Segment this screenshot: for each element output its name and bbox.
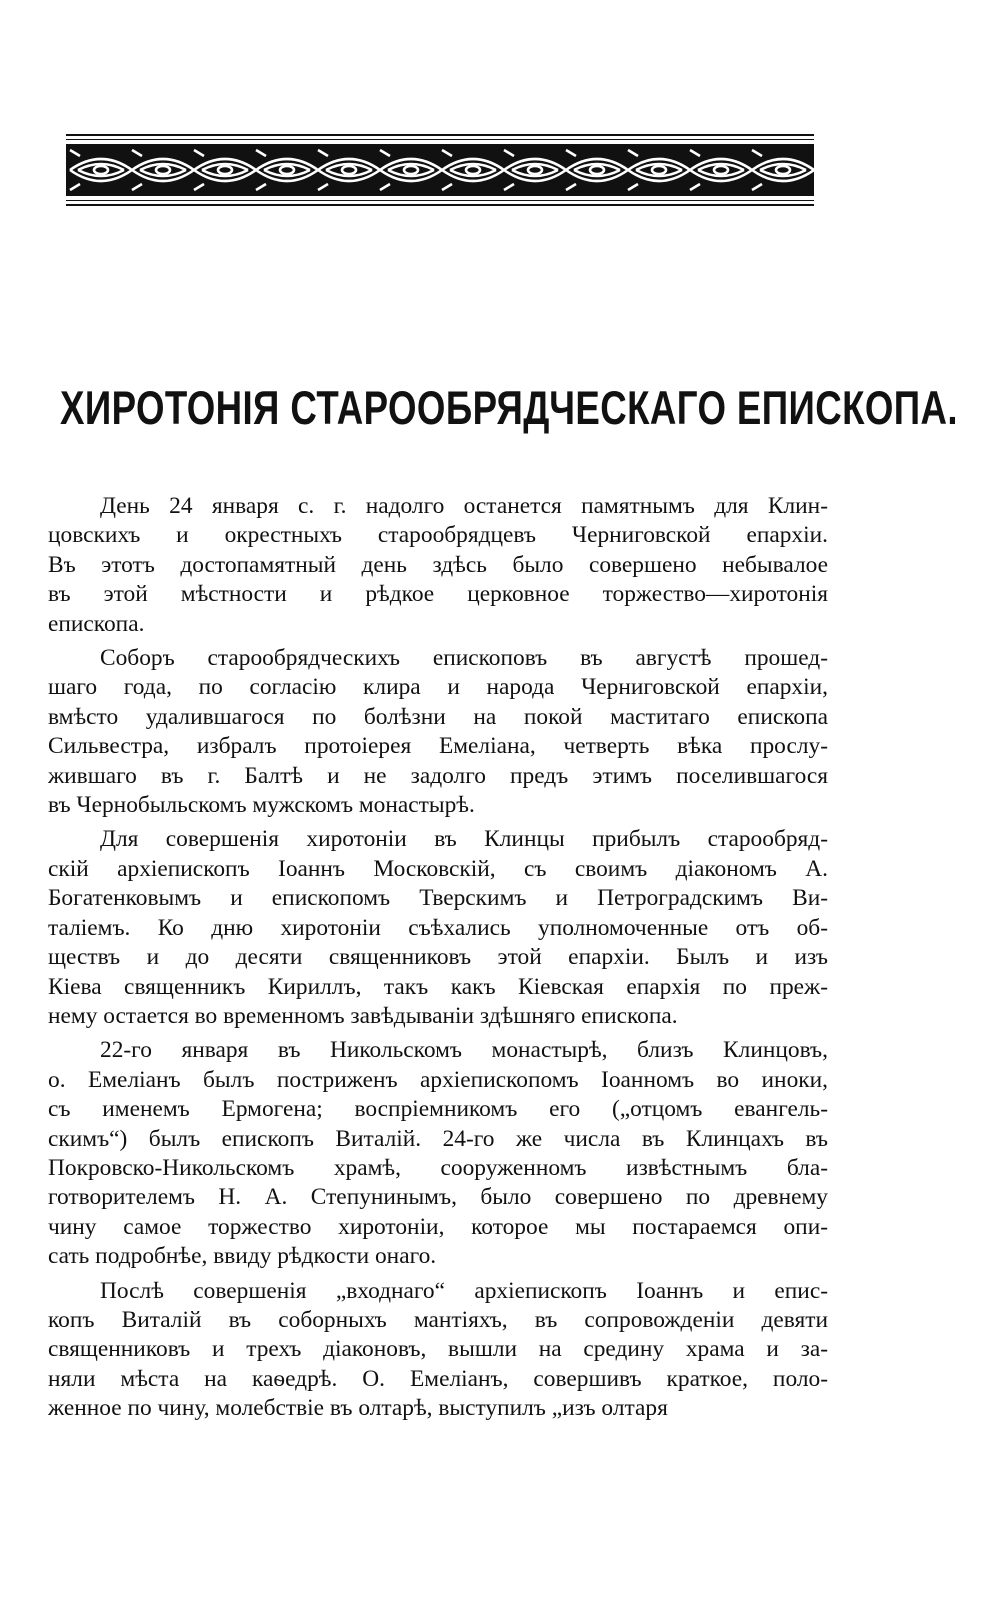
paragraph (48, 1036, 828, 1271)
paragraph (48, 492, 828, 639)
text-line: въ этой мѣстности и рѣдкое церковное торжество—хиротонія (48, 581, 828, 608)
text-line: Кіева священникъ Кириллъ, такъ какъ Кіевская епархія по преж- (48, 973, 828, 1000)
text-line: священниковъ и трехъ діаконовъ, вышли на средину храма и за- (48, 1336, 828, 1363)
text-line: Покровско-Никольскомъ храмѣ, сооруженномъ извѣстнымъ бла- (48, 1154, 828, 1181)
text-line: няли мѣста на каѳедрѣ. О. Емеліанъ, совершивъ краткое, поло- (48, 1365, 828, 1392)
text-line: чину самое торжество хиротоніи, которое мы постараемся опи- (48, 1213, 828, 1240)
celtic-knot-border-ornament (66, 134, 814, 214)
text-line: въ Чернобыльскомъ мужскомъ монастырѣ. (48, 792, 475, 819)
text-line: скій архіепископъ Іоаннъ Московскій, съ своимъ діакономъ А. (48, 855, 828, 882)
text-line: Послѣ совершенія „входнаго“ архіепископъ Іоаннъ и епис- (100, 1277, 828, 1304)
text-line: День 24 января с. г. надолго останется памятнымъ для Клин- (100, 493, 828, 519)
text-line: 22-го января въ Никольскомъ монастырѣ, близъ Клинцовъ, (100, 1037, 828, 1064)
text-line: о. Емеліанъ былъ постриженъ архіепископомъ Іоанномъ во иноки, (48, 1066, 828, 1093)
text-line: вмѣсто удалившагося по болѣзни на покой маститаго епископа (48, 703, 828, 730)
text-line: таліемъ. Ко дню хиротоніи съѣхались уполномоченные отъ об- (48, 914, 828, 941)
article-body (48, 492, 828, 1429)
text-line: Соборъ старообрядческихъ епископовъ въ августѣ прошед- (100, 645, 828, 672)
text-line: скимъ“) былъ епископъ Виталій. 24-го же числа въ Клинцахъ въ (48, 1125, 828, 1152)
text-line: шаго года, по согласію клира и народа Черниговской епархіи, (48, 674, 828, 701)
text-line: Богатенковымъ и епископомъ Тверскимъ и Петроградскимъ Ви- (48, 885, 828, 912)
text-line: цовскихъ и окрестныхъ старообрядцевъ Черниговской епархіи. (48, 522, 828, 549)
text-line: съ именемъ Ермогена; воспріемникомъ его („отцомъ евангель- (48, 1096, 828, 1123)
paragraph (48, 644, 828, 820)
paragraph (48, 825, 828, 1031)
text-line: готворителемъ Н. А. Степунинымъ, было совершено по древнему (48, 1184, 828, 1211)
text-line: нему остается во временномъ завѣдываніи здѣшняго епископа. (48, 1002, 678, 1029)
text-line: сать подробнѣе, ввиду рѣдкости онаго. (48, 1243, 437, 1270)
text-line: епископа. (48, 610, 145, 637)
page-title: ХИРОТОНІЯ СТАРООБРЯДЧЕСКАГО ЕПИСКОПА. (60, 381, 958, 434)
paragraph (48, 1277, 828, 1424)
text-line: Для совершенія хиротоніи въ Клинцы прибылъ старообряд- (100, 826, 828, 853)
text-line: ществъ и до десяти священниковъ этой епархіи. Былъ и изъ (48, 944, 828, 971)
text-line: Въ этотъ достопамятный день здѣсь было совершено небывалое (48, 551, 828, 578)
text-line: жившаго въ г. Балтѣ и не задолго предъ этимъ поселившагося (48, 762, 828, 789)
text-line: Сильвестра, избралъ протоіерея Емеліана, четверть вѣка прослу- (48, 733, 828, 760)
text-line: копъ Виталій въ соборныхъ мантіяхъ, въ сопровожденіи девяти (48, 1306, 828, 1333)
text-line: женное по чину, молебствіе въ олтарѣ, выступилъ „изъ олтаря (48, 1395, 668, 1422)
